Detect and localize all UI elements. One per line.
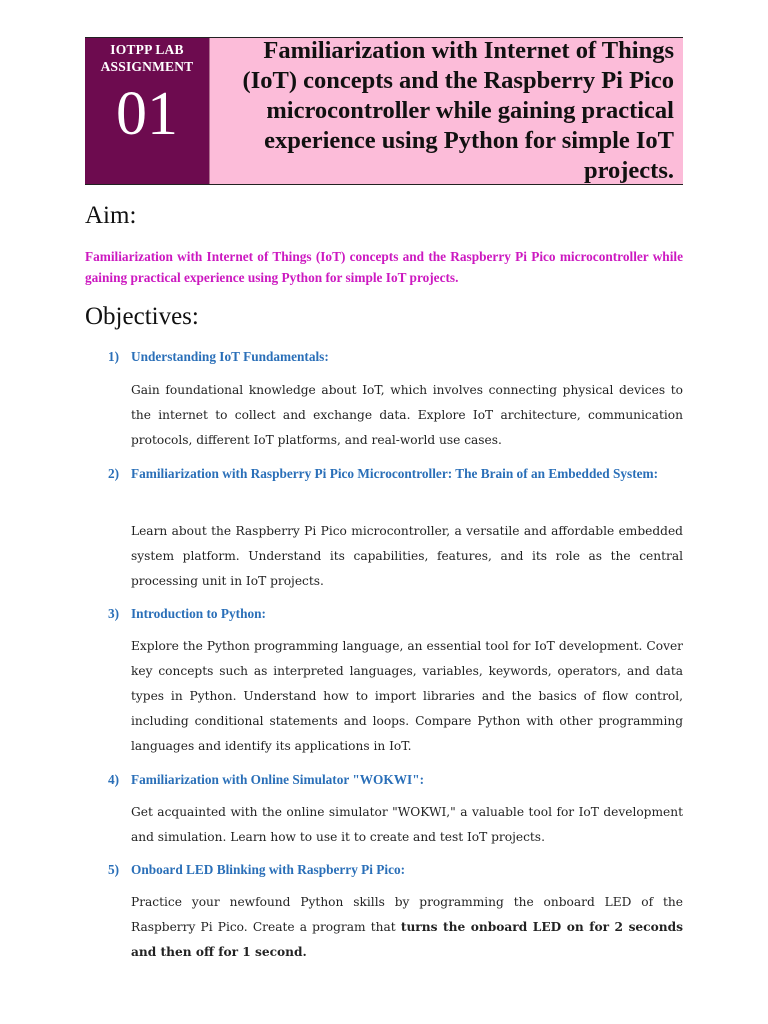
- objective-body: Gain foundational knowledge about IoT, which involves connecting physical devices to the internet to collect and exchange data. Explore IoT architecture, communication protocols, different IoT platforms, and real-world use cases.: [131, 383, 683, 447]
- assignment-number: 01: [116, 80, 178, 148]
- aim-heading: Aim:: [85, 202, 137, 229]
- assignment-badge: [85, 38, 209, 184]
- objective-body: Learn about the Raspberry Pi Pico microcontroller, a versatile and affordable embedded system platform. Understand its capabilities, features, and its role as the central processing unit in IoT projects.: [131, 524, 683, 588]
- objective-body-emphasis: turns the onboard LED on for 2 seconds and then off for 1 second.: [131, 920, 683, 959]
- objective-number: 5): [108, 862, 120, 877]
- objective-body: [131, 890, 683, 965]
- objective-body: Explore the Python programming language, an essential tool for IoT development. Cover key concepts such as interpreted languages, variables, keywords, operators, and data types in Python. Understand how to import libraries and the basics of flow control, including conditional statements and loops. Compare Python with other programming languages and identify its applications in IoT.: [131, 639, 683, 753]
- objective-title: [108, 768, 683, 792]
- objective-title-text: Introduction to Python:: [131, 606, 266, 621]
- objective-title-text: Onboard LED Blinking with Raspberry Pi Pico:: [131, 862, 406, 877]
- objective-title-text: Understanding IoT Fundamentals:: [131, 349, 329, 364]
- objective-title: [108, 858, 683, 882]
- objective-title-text: Familiarization with Online Simulator "WOKWI":: [131, 772, 425, 787]
- objective-title: [108, 345, 683, 369]
- objective-number: 1): [108, 349, 120, 364]
- objective-body: Get acquainted with the online simulator "WOKWI," a valuable tool for IoT development and simulation. Learn how to use it to create and test IoT projects.: [131, 805, 683, 844]
- assignment-title: Familiarization with Internet of Things (IoT) concepts and the Raspberry Pi Pico microcontroller while gaining practical experience using Python for simple IoT projects.: [242, 37, 674, 184]
- objectives-heading: Objectives:: [85, 303, 199, 330]
- assignment-header: [85, 37, 683, 185]
- objective-title: [108, 462, 683, 486]
- objective-title-text: Familiarization with Raspberry Pi Pico Microcontroller: The Brain of an Embedded System:: [131, 466, 659, 481]
- badge-label: IOTPP LAB ASSIGNMENT: [100, 42, 194, 74]
- aim-text: Familiarization with Internet of Things (IoT) concepts and the Raspberry Pi Pico microcontroller while gaining practical experience using Python for simple IoT projects.: [85, 249, 683, 285]
- objective-body-text: Practice your newfound Python skills by programming the onboard LED of the Raspberry Pi Pico. Create a program that: [131, 895, 683, 934]
- title-box: [209, 38, 683, 184]
- objective-number: 3): [108, 606, 120, 621]
- objective-number: 4): [108, 772, 120, 787]
- objective-title: [108, 602, 683, 626]
- objective-number: 2): [108, 466, 120, 481]
